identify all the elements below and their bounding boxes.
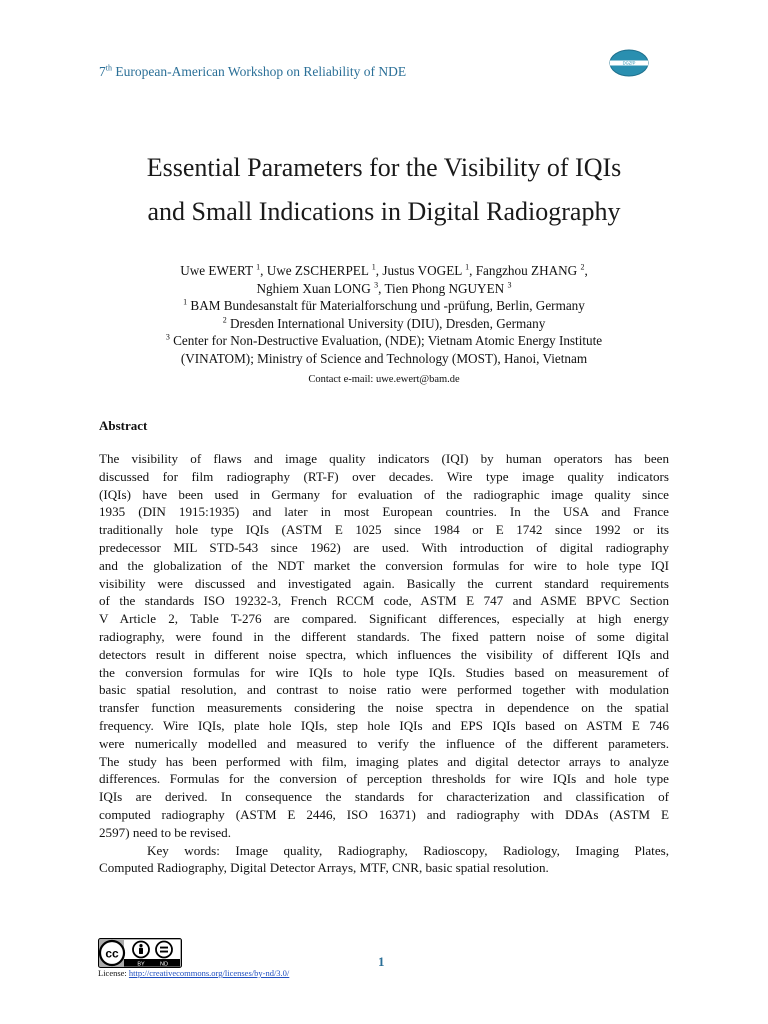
- abstract-heading: Abstract: [99, 418, 148, 433]
- dgzfp-logo-icon: [608, 48, 650, 78]
- author-affil-sup: 3: [507, 280, 512, 290]
- affiliation-sup: 1: [183, 297, 188, 307]
- author-name: , Justus VOGEL: [375, 263, 466, 278]
- abstract-line: and the globalization of the NDT market the conversion formulas for wire to hole type IQI: [99, 557, 669, 573]
- paper-title: [60, 146, 708, 234]
- authors-line-1: [60, 262, 708, 280]
- cc-symbol-text: cc: [105, 946, 119, 961]
- abstract-line: of the standards ISO 19232-3, French RCCM code, ASTM E 747 and ASME BPVC Section: [99, 593, 669, 609]
- abstract-line: were numerically modelled and measured to verify the influence of the different parameters.: [99, 735, 669, 751]
- cc-by-label: BY: [137, 961, 145, 968]
- abstract-body: [99, 450, 669, 877]
- abstract-line: The study has been performed with film, imaging plates and digital detector arrays to analyze: [99, 753, 669, 769]
- keywords-line: Computed Radiography, Digital Detector Arrays, MTF, CNR, basic spatial resolution.: [99, 860, 549, 876]
- page-number: 1: [378, 954, 385, 969]
- author-affil-sup: 1: [465, 262, 470, 272]
- author-name: , Tien Phong NGUYEN: [378, 280, 508, 296]
- abstract-line: basic spatial resolution, and contrast to noise ratio were performed together with modulation: [99, 682, 669, 698]
- affiliation-1: [60, 297, 708, 315]
- header-edition-suffix: th: [105, 63, 112, 73]
- title-line-1: Essential Parameters for the Visibility of IQIs: [146, 153, 622, 182]
- abstract-line: 2597) need to be revised.: [99, 824, 231, 840]
- abstract-line: the conversion formulas for wire IQIs to hole type IQIs. Studies based on measurement of: [99, 664, 669, 680]
- abstract-line: discussed for film radiography (RT-F) over decades. Wire type image quality indicators: [99, 468, 669, 484]
- author-name: , Fangzhou ZHANG: [469, 263, 581, 278]
- abstract-line: transfer function measurements considering the noise spectra in dependence on the spatial: [99, 700, 669, 716]
- author-affil-sup: 3: [374, 280, 379, 290]
- abstract-line: The visibility of flaws and image quality indicators (IQI) by human operators has been: [99, 451, 669, 466]
- running-header: [99, 64, 406, 80]
- abstract-line: IQIs are derived. In consequence the standards for characterization and classification of: [99, 789, 669, 805]
- abstract-line: predecessor MIL STD-543 since 1962) are used. With introduction of digital radiography: [99, 539, 669, 555]
- keywords-line: Key words: Image quality, Radiography, Radioscopy, Radiology, Imaging Plates,: [147, 842, 669, 858]
- author-affil-sup: 1: [256, 262, 261, 272]
- author-block: [60, 262, 708, 368]
- license-note: [98, 968, 289, 978]
- authors-line-2: [60, 280, 708, 298]
- author-name: , Uwe ZSCHERPEL: [260, 263, 372, 278]
- logo-text: DGZfP: [622, 60, 636, 66]
- header-workshop-name: European-American Workshop on Reliability of NDE: [111, 64, 407, 79]
- affiliation-3: [60, 332, 708, 350]
- contact-email: Contact e-mail: uwe.ewert@bam.de: [308, 374, 460, 385]
- author-affil-sup: 1: [371, 262, 376, 272]
- license-label: License:: [98, 968, 129, 978]
- creative-commons-badge-icon: [98, 938, 182, 968]
- abstract-line: radiography, were found in the different standards. The fixed pattern noise of some digital: [99, 628, 669, 644]
- by-attribution-icon: [133, 942, 149, 958]
- abstract-line: differences. Formulas for the conversion of perception thresholds for wire IQIs and hole type: [99, 771, 669, 787]
- affiliation-text: BAM Bundesanstalt für Materialforschung und -prüfung, Berlin, Germany: [187, 298, 585, 314]
- author-name: Nghiem Xuan LONG: [256, 280, 375, 296]
- affiliation-sup: 2: [222, 315, 227, 325]
- author-separator: ,: [584, 263, 588, 278]
- no-derivatives-icon: [156, 942, 172, 958]
- author-name: Uwe EWERT: [180, 263, 257, 278]
- cc-nd-label: ND: [160, 961, 168, 968]
- affiliation-text: Dresden International University (DIU), Dresden, Germany: [226, 315, 546, 331]
- affiliation-sup: 3: [165, 332, 170, 342]
- abstract-line: computed radiography (ASTM E 2446, ISO 16371) and radiography with DDAs (ASTM E: [99, 806, 669, 822]
- abstract-line: frequency. Wire IQIs, plate hole IQIs, step hole IQIs and EPS IQIs based on ASTM E 746: [99, 717, 669, 733]
- abstract-line: traditionally hole type IQIs (ASTM E 1025 since 1984 or E 1742 since 1992 or its: [99, 522, 669, 538]
- affiliation-2: [60, 315, 708, 333]
- header-edition-number: 7: [99, 64, 106, 79]
- abstract-line: V Article 2, Table T-276 are compared. Significant differences, especially at high energy: [99, 611, 669, 627]
- abstract-line: detectors result in different noise spectra, which influences the visibility of different IQIs and: [99, 646, 669, 662]
- license-link[interactable]: http://creativecommons.org/licenses/by-nd/3.0/: [128, 968, 290, 978]
- abstract-line: (IQIs) have been used in Germany for evaluation of the radiographic image quality since: [99, 486, 669, 502]
- abstract-line: visibility were discussed and investigated again. Basically the current standard requirements: [99, 575, 669, 591]
- abstract-line: 1935 (DIN 1915:1935) and later in most European countries. In the USA and France: [99, 504, 669, 520]
- title-line-2: and Small Indications in Digital Radiography: [147, 197, 621, 226]
- affiliation-3-cont: (VINATOM); Ministry of Science and Technology (MOST), Hanoi, Vietnam: [180, 350, 588, 366]
- author-affil-sup: 2: [580, 262, 585, 272]
- affiliation-text: Center for Non-Destructive Evaluation, (NDE); Vietnam Atomic Energy Institute: [169, 333, 603, 349]
